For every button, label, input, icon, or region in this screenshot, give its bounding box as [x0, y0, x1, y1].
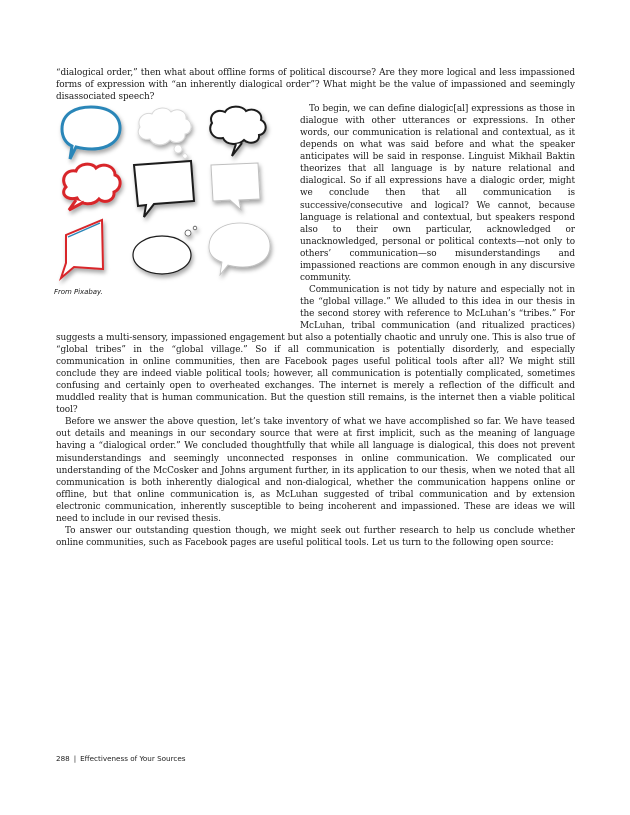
blue-red-angled-bubble	[61, 220, 103, 278]
red-cloud-bubble	[64, 164, 121, 210]
paragraph-define-dialogical: To begin, we can define dialogic[al] expressions as those in dialogue with other utterances or expressions. In other words, our communication is relational and contextual, as it depends on what was said before and what the speaker anticipates will be said in response. Linguist Mikhail Baktin theorizes that all language is by nature relational and dialogical. So if all expressions have a dialogic order, might we conclude then that all communication is successive/consecutive and logical? We cannot, because language is relational and contextual, but speakers respond also to their own particular, acknowledged or unacknowledged, personal or political contexts—not only to others’ communication—so misunderstandings and impassioned reactions are common enough in any discursive community.	[300, 104, 575, 283]
intro-paragraph: “dialogical order,” then what about offline forms of political discourse? Are they more logical and less impassioned forms of expression with “an inherently dialogical order”? What might be the value of impassioned and seemingly disassociated speech?	[56, 68, 575, 103]
paragraph-take-inventory: Before we answer the above question, let’s take inventory of what we have accomplished so far. We have teased out details and meanings in our secondary source that were at first implicit, such as the meaning of language having a “dialogical order.” We concluded thoughtfully that while all language is dialogical, this does not prevent misunderstandings and seemingly unconnected responses in online communication. We complicated our understanding of the McCosker and Johns argument further, in its application to our thesis, when we noted that all communication is both inherently dialogical and non-dialogical, whether the communication happens online or offline, but that online communication is, as McLuhan suggested of tribal communication and by extension electronic communication, inherently susceptible to being incoherent and impassioned. These are ideas we will need to include in our revised thesis.	[56, 417, 575, 524]
body-text	[56, 67, 575, 549]
paragraph-communication-not-tidy: Communication is not tidy by nature and especially not in the “global village.” We alluded to this idea in our thesis in the second storey with reference to McLuhan’s “tribes.” For McLuhan, tribal communication (and ritualized practices) suggests a multi-sensory, impassioned engagement but also a potentially chaotic and unruly one. This is also true of “global tribes” in the “global village.” So if all communication is potentially disorderly, and especially communication in online communities, then are Facebook pages useful political tools after all? We might still conclude they are indeed viable political tools; however, all communication is potentially complicated, sometimes confusing and certainly open to overheated exchanges. The internet is merely a reflection of the difficult and muddled reality that is human communication. But the question still remains, is the internet then a viable political tool?	[56, 284, 575, 416]
page-number: 288	[56, 754, 70, 763]
speech-bubbles-figure	[54, 103, 294, 328]
black-cloud-bubble	[210, 107, 265, 156]
blue-oval-bubble	[62, 107, 120, 159]
page-footer	[56, 754, 186, 763]
oval-bubble	[133, 226, 197, 274]
paragraph-outstanding-question: To answer our outstanding question though, we might seek out further research to help us conclude whether online communities, such as Facebook pages are useful political tools. Let us turn to the following open source:	[56, 525, 575, 548]
grey-rectangle-bubble	[211, 163, 260, 210]
round-shadow-bubble	[209, 223, 270, 275]
footer-separator: |	[73, 754, 77, 763]
rectangle-bubble	[134, 161, 194, 217]
figure-caption: From Pixabay.	[54, 288, 103, 297]
footer-section-title: Effectiveness of Your Sources	[80, 754, 186, 763]
white-cloud-bubble	[138, 108, 191, 158]
speech-bubbles-illustration	[54, 103, 294, 303]
